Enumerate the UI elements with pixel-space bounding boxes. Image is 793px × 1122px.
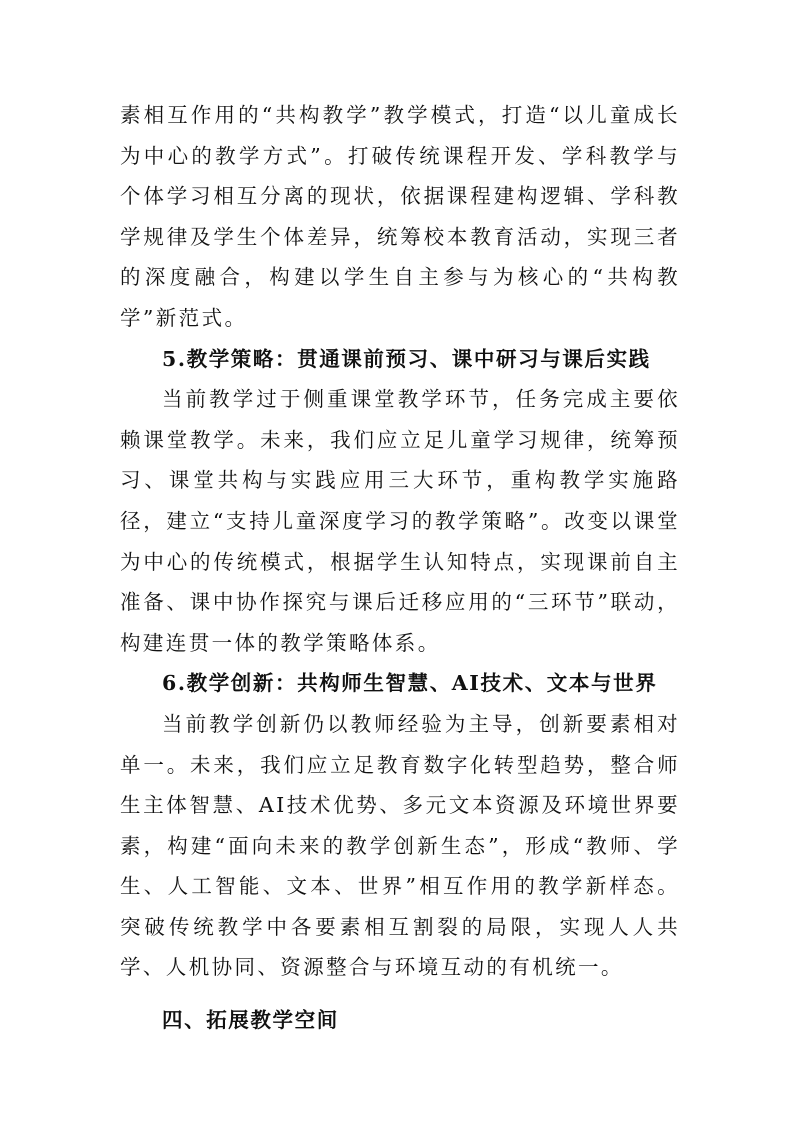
paragraph-teaching-mode: 素相互作用的“共构教学”教学模式，打造“以儿童成长为中心的教学方式”。打破传统课程开发、学科教学与个体学习相互分离的现状，依据课程建构逻辑、学科教学规律及学生个体差异，统筹校本教育活动，实现三者的深度融合，构建以学生自主参与为核心的“共构教学”新范式。	[120, 103, 680, 330]
paragraph-teaching-innovation: 当前教学创新仍以教师经验为主导，创新要素相对单一。未来，我们应立足教育数字化转型趋势，整合师生主体智慧、AI技术优势、多元文本资源及环境世界要素，构建“面向未来的教学创新生态”，形成“教师、学生、人工智能、文本、世界”相互作用的教学新样态。突破传统教学中各要素相互割裂的局限，实现人人共学、人机协同、资源整合与环境互动的有机统一。	[120, 711, 680, 980]
heading-expand-teaching-space: 四、拓展教学空间	[162, 1008, 339, 1033]
heading-teaching-innovation: 6.教学创新：共构师生智慧、AI技术、文本与世界	[162, 671, 658, 696]
heading-teaching-strategy: 5.教学策略：贯通课前预习、课中研习与课后实践	[162, 346, 651, 371]
document-page	[120, 95, 680, 1041]
paragraph-teaching-strategy: 当前教学过于侧重课堂教学环节，任务完成主要依赖课堂教学。未来，我们应立足儿童学习规律，统筹预习、课堂共构与实践应用三大环节，重构教学实施路径，建立“支持儿童深度学习的教学策略”。改变以课堂为中心的传统模式，根据学生认知特点，实现课前自主准备、课中协作探究与课后迁移应用的“三环节”联动，构建连贯一体的教学策略体系。	[120, 387, 680, 655]
